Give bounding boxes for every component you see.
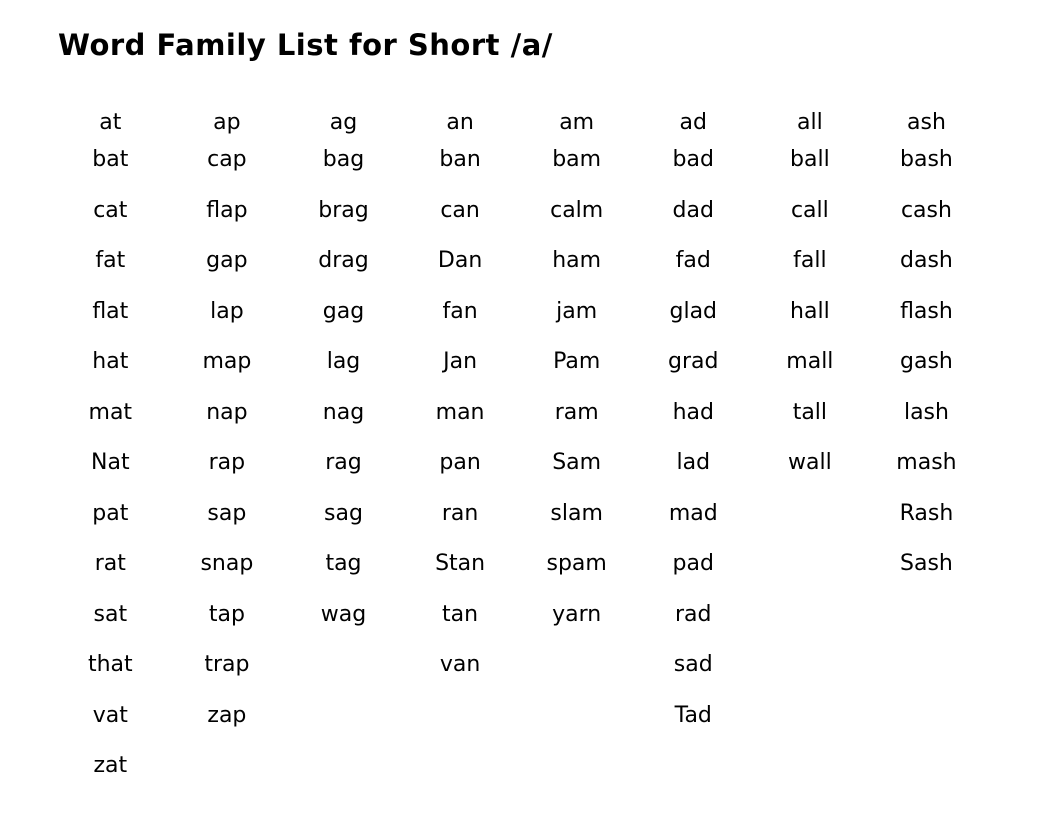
family-header: all — [797, 110, 823, 135]
family-column-ash — [868, 106, 985, 797]
family-column-am — [518, 106, 635, 797]
word-item: wall — [788, 450, 832, 475]
family-column-ag — [285, 106, 402, 797]
word-item: had — [672, 399, 714, 425]
word-item: bash — [900, 147, 953, 172]
word-item: lap — [210, 298, 244, 324]
word-item: can — [440, 197, 480, 223]
word-item: Rash — [899, 500, 954, 526]
word-item: fad — [675, 248, 711, 273]
word-item: pad — [672, 551, 714, 576]
word-item: man — [435, 399, 485, 425]
word-item: call — [790, 197, 829, 223]
family-header: ag — [329, 110, 358, 135]
word-item: bat — [92, 147, 129, 172]
word-item: nap — [206, 399, 248, 425]
word-item: snap — [200, 551, 254, 576]
word-item: slam — [550, 500, 603, 526]
family-header: an — [446, 110, 474, 135]
word-item: vat — [92, 702, 128, 728]
word-item: tag — [325, 551, 362, 576]
word-item: ham — [552, 248, 602, 273]
word-item: pan — [439, 450, 481, 475]
family-header: am — [559, 110, 595, 135]
word-item: bag — [322, 147, 365, 172]
word-item: mall — [786, 349, 834, 374]
word-item: flash — [900, 298, 953, 324]
word-item: zat — [93, 753, 128, 778]
word-item: pat — [92, 500, 129, 526]
word-item: sag — [324, 500, 363, 526]
word-item: wag — [320, 601, 367, 627]
word-item: rag — [325, 450, 362, 475]
word-item: glad — [669, 298, 718, 324]
word-item: trap — [204, 652, 250, 677]
word-item: dad — [672, 197, 714, 223]
word-item: tap — [208, 601, 245, 627]
word-item: sat — [93, 601, 128, 627]
word-item: fat — [95, 248, 126, 273]
family-column-ap — [169, 106, 286, 797]
word-item: van — [439, 652, 481, 677]
word-item: fall — [793, 248, 827, 273]
word-item: ran — [441, 500, 479, 526]
word-item: hat — [92, 349, 129, 374]
word-item: Sam — [552, 450, 602, 475]
word-item: hall — [790, 298, 830, 324]
word-item: tan — [442, 601, 479, 627]
word-item: gag — [322, 298, 365, 324]
word-item: Jan — [443, 349, 478, 374]
word-item: spam — [546, 551, 607, 576]
word-item: map — [202, 349, 252, 374]
word-item: grad — [668, 349, 719, 374]
word-item: yarn — [552, 601, 602, 627]
word-item: nag — [322, 399, 365, 425]
word-item: mash — [896, 450, 957, 475]
word-item: cat — [93, 197, 128, 223]
word-item: mat — [88, 399, 133, 425]
word-item: Sash — [900, 551, 953, 576]
word-item: cash — [900, 197, 952, 223]
word-item: bam — [552, 147, 602, 172]
word-item: flap — [206, 197, 248, 223]
word-item: cap — [207, 147, 247, 172]
family-column-all — [752, 106, 869, 797]
family-column-an — [402, 106, 519, 797]
word-item: fan — [442, 298, 478, 324]
word-item: lad — [676, 450, 711, 475]
word-item: sap — [207, 500, 247, 526]
family-column-ad — [635, 106, 752, 797]
word-item: brag — [318, 197, 369, 223]
word-item: dash — [900, 248, 953, 273]
word-item: Pam — [553, 349, 601, 374]
page-title: Word Family List for Short /a/ — [58, 28, 553, 62]
word-item: bad — [672, 147, 714, 172]
word-item: that — [87, 652, 133, 677]
word-item: gash — [900, 349, 953, 374]
word-item: rap — [208, 450, 246, 475]
word-item: lag — [326, 349, 361, 374]
word-item: Nat — [91, 450, 130, 475]
word-item: ball — [790, 147, 830, 172]
family-header: ash — [907, 110, 946, 135]
word-item: gap — [206, 248, 248, 273]
word-item: lash — [903, 399, 949, 425]
word-item: drag — [318, 248, 369, 273]
word-item: ban — [439, 147, 481, 172]
word-family-table — [52, 106, 986, 797]
word-item: sad — [673, 652, 713, 677]
word-item: calm — [550, 197, 604, 223]
word-item: Dan — [437, 248, 483, 273]
word-item: tall — [792, 399, 828, 425]
word-item: jam — [556, 298, 598, 324]
word-item: Tad — [674, 702, 712, 728]
word-item: rat — [94, 551, 126, 576]
family-header: ad — [679, 110, 707, 135]
family-header: ap — [213, 110, 241, 135]
word-item: flat — [92, 298, 129, 324]
word-item: ram — [554, 399, 599, 425]
word-item: rad — [675, 601, 712, 627]
word-item: zap — [207, 702, 247, 728]
word-item: mad — [668, 500, 718, 526]
word-item: Stan — [435, 551, 486, 576]
family-header: at — [99, 110, 122, 135]
family-column-at — [52, 106, 169, 797]
